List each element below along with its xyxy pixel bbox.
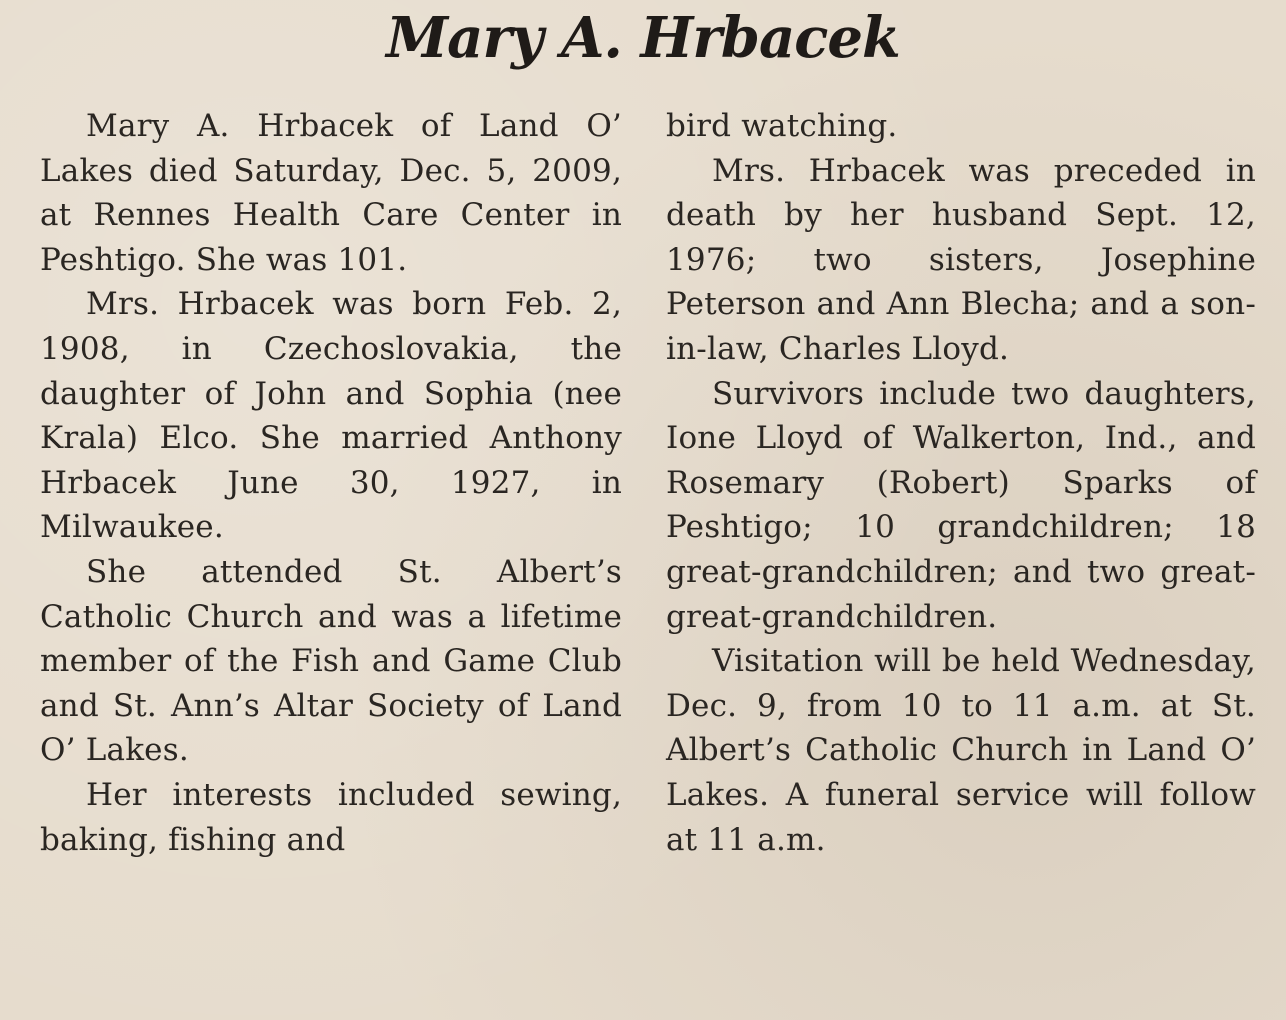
paragraph-birth-marriage: Mrs. Hrbacek was born Feb. 2, 1908, in Czechoslovakia, the daughter of John and Sophia (nee Krala) Elco. She married Anthony Hrbacek June 30, 1927, in Milwaukee.	[40, 286, 622, 546]
paragraph-visitation-funeral: Visitation will be held Wednesday, Dec. 9, from 10 to 11 a.m. at St. Albert’s Catholic Church in Land O’ Lakes. A funeral service will follow at 11 a.m.	[666, 643, 1256, 858]
paragraph-church-memberships: She attended St. Albert’s Catholic Church and was a lifetime member of the Fish and Game Club and St. Ann’s Altar Society of Land O’ Lakes.	[40, 553, 622, 769]
paragraph-survivors: Survivors include two daughters, Ione Lloyd of Walkerton, Ind., and Rosemary (Robert) Sparks of Peshtigo; 10 grandchildren; 18 great-grandchildren; and two great-great-grandchildren.	[666, 375, 1256, 635]
left-column	[40, 104, 622, 862]
paragraph-death-notice: Mary A. Hrbacek of Land O’ Lakes died Saturday, Dec. 5, 2009, at Rennes Health Care Center in Peshtigo. She was 101.	[40, 108, 622, 278]
paragraph-interests-continued: bird watching.	[666, 108, 898, 144]
obituary-headline: Mary A. Hrbacek	[386, 5, 900, 71]
paragraph-preceded-in-death: Mrs. Hrbacek was preceded in death by her husband Sept. 12, 1976; two sisters, Josephine Peterson and Ann Blecha; and a son-in-law, Charles Lloyd.	[666, 152, 1256, 367]
paragraph-interests-start: Her interests included sewing, baking, fishing and	[40, 776, 622, 858]
right-column	[666, 104, 1256, 862]
